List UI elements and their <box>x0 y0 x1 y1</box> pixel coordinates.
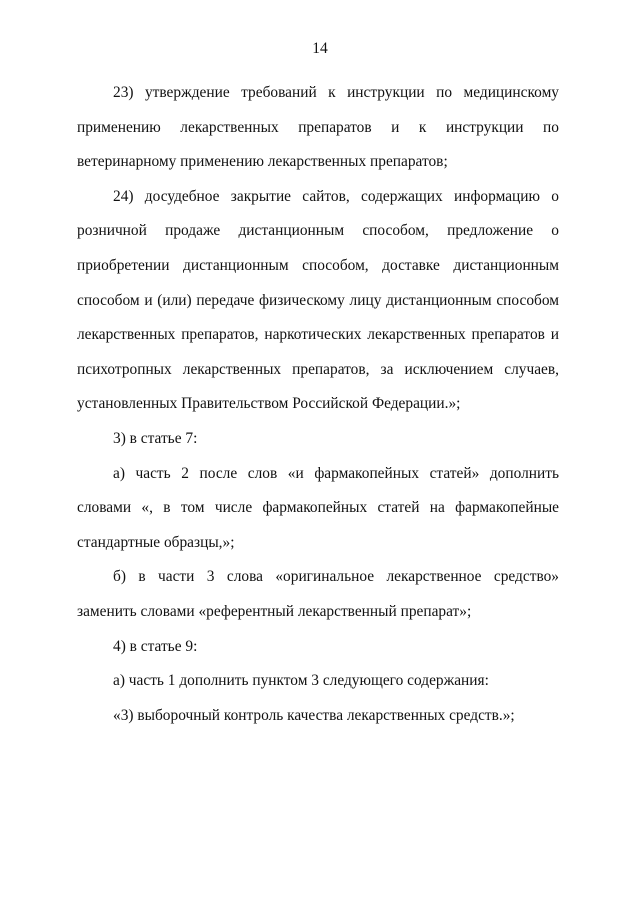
document-body <box>77 76 559 733</box>
paragraph-article-7-b: б) в части 3 слова «оригинальное лекарственное средство» заменить словами «референтный лекарственный препарат»; <box>77 568 559 620</box>
paragraph-article-7: 3) в статье 7: <box>113 429 198 447</box>
paragraph-article-7-a: а) часть 2 после слов «и фармакопейных статей» дополнить словами «, в том числе фармакопейных статей на фармакопейные стандартные образцы,»; <box>77 464 559 551</box>
paragraph-item-24: 24) досудебное закрытие сайтов, содержащих информацию о розничной продаже дистанционным способом, предложение о приобретении дистанционным способом, доставке дистанционным способом и (или) передаче физическому лицу дистанционным способом лекарственных препаратов, наркотических лекарственных препаратов и психотропных лекарственных препаратов, за исключением случаев, установленных Правительством Российской Федерации.»; <box>77 187 559 413</box>
page-number: 14 <box>312 40 328 57</box>
paragraph-article-9-item-3: «3) выборочный контроль качества лекарственных средств.»; <box>113 706 515 724</box>
paragraph-item-23: 23) утверждение требований к инструкции по медицинскому применению лекарственных препаратов и к инструкции по ветеринарному применению лекарственных препаратов; <box>77 84 559 171</box>
paragraph-article-9-a: а) часть 1 дополнить пунктом 3 следующего содержания: <box>113 672 489 690</box>
paragraph-article-9: 4) в статье 9: <box>113 637 198 655</box>
